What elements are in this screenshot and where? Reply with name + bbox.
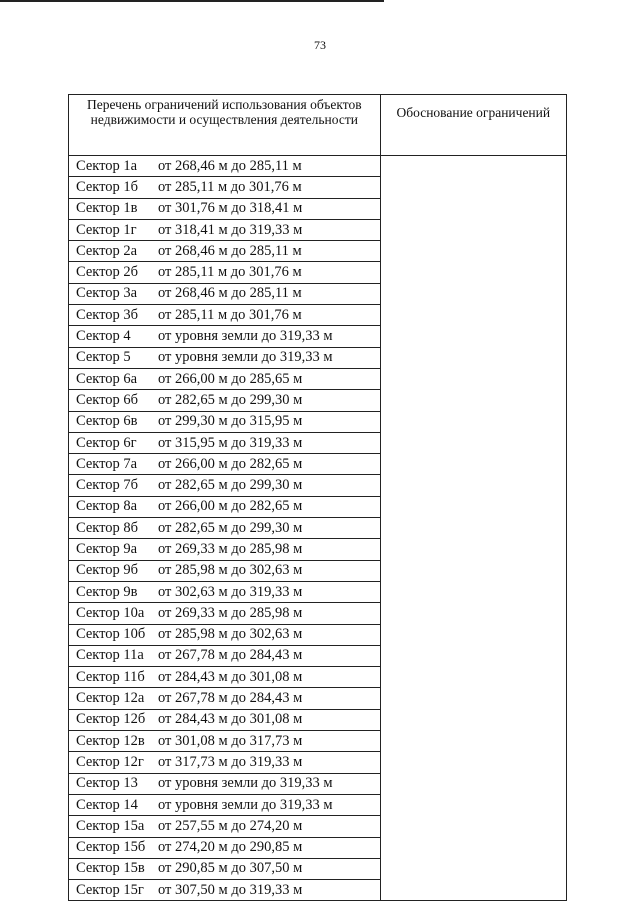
height-range: от 266,00 м до 285,65 м — [158, 370, 303, 387]
sector-name: Сектор 11а — [76, 647, 144, 664]
sector-cell — [69, 518, 381, 539]
sector-cell — [69, 688, 381, 709]
sector-cell — [69, 156, 381, 177]
sector-name: Сектор 8а — [76, 498, 138, 515]
height-range: от 284,43 м до 301,08 м — [158, 711, 303, 728]
sector-name: Сектор 6а — [76, 370, 138, 387]
sector-cell — [69, 858, 381, 879]
height-range: от уровня земли до 319,33 м — [158, 328, 333, 345]
sector-name: Сектор 13 — [76, 775, 138, 792]
sector-name: Сектор 9в — [76, 583, 138, 600]
sector-name: Сектор 1в — [76, 200, 138, 217]
height-range: от 301,08 м до 317,73 м — [158, 732, 303, 749]
sector-cell — [69, 305, 381, 326]
height-range: от 284,43 м до 301,08 м — [158, 668, 303, 685]
sector-cell — [69, 709, 381, 730]
header-restrictions-list: Перечень ограничений использования объектов недвижимости и осуществления деятельности — [69, 95, 381, 156]
sector-name: Сектор 8б — [76, 519, 139, 536]
sector-name: Сектор 5 — [76, 349, 131, 366]
sector-cell — [69, 177, 381, 198]
sector-cell — [69, 794, 381, 815]
height-range: от 307,50 м до 319,33 м — [158, 881, 303, 898]
restrictions-table — [68, 94, 567, 901]
height-range: от 301,76 м до 318,41 м — [158, 200, 303, 217]
height-range: от 268,46 м до 285,11 м — [158, 242, 302, 259]
sector-name: Сектор 12в — [76, 732, 145, 749]
header-justification: Обоснование ограничений — [380, 95, 566, 156]
sector-cell — [69, 539, 381, 560]
sector-cell — [69, 880, 381, 901]
sector-cell — [69, 347, 381, 368]
height-range: от 285,11 м до 301,76 м — [158, 178, 302, 195]
height-range: от 267,78 м до 284,43 м — [158, 690, 303, 707]
sector-cell — [69, 731, 381, 752]
sector-name: Сектор 15а — [76, 817, 145, 834]
sector-cell — [69, 773, 381, 794]
sector-cell — [69, 326, 381, 347]
sector-name: Сектор 6г — [76, 434, 137, 451]
sector-name: Сектор 9а — [76, 540, 138, 557]
sector-cell — [69, 283, 381, 304]
height-range: от уровня земли до 319,33 м — [158, 775, 333, 792]
sector-cell — [69, 645, 381, 666]
sector-name: Сектор 10а — [76, 604, 145, 621]
sector-cell — [69, 432, 381, 453]
sector-cell — [69, 752, 381, 773]
sector-name: Сектор 1б — [76, 178, 139, 195]
height-range: от 290,85 м до 307,50 м — [158, 860, 303, 877]
sector-name: Сектор 14 — [76, 796, 138, 813]
sector-cell — [69, 581, 381, 602]
height-range: от 266,00 м до 282,65 м — [158, 498, 303, 515]
height-range: от 282,65 м до 299,30 м — [158, 391, 303, 408]
sector-cell — [69, 624, 381, 645]
sector-name: Сектор 1г — [76, 221, 137, 238]
sector-cell — [69, 241, 381, 262]
sector-name: Сектор 12г — [76, 753, 144, 770]
height-range: от 285,98 м до 302,63 м — [158, 626, 303, 643]
table-header-row — [69, 95, 567, 156]
height-range: от уровня земли до 319,33 м — [158, 796, 333, 813]
height-range: от 285,98 м до 302,63 м — [158, 562, 303, 579]
sector-cell — [69, 411, 381, 432]
table-row — [69, 156, 567, 177]
sector-name: Сектор 11б — [76, 668, 145, 685]
sector-name: Сектор 12б — [76, 711, 146, 728]
height-range: от 285,11 м до 301,76 м — [158, 264, 302, 281]
height-range: от 267,78 м до 284,43 м — [158, 647, 303, 664]
top-rule — [0, 0, 384, 2]
justification-cell — [380, 156, 566, 901]
sector-name: Сектор 15в — [76, 860, 145, 877]
sector-cell — [69, 368, 381, 389]
height-range: от 257,55 м до 274,20 м — [158, 817, 303, 834]
sector-cell — [69, 454, 381, 475]
sector-name: Сектор 12а — [76, 690, 145, 707]
sector-cell — [69, 219, 381, 240]
height-range: от 269,33 м до 285,98 м — [158, 604, 303, 621]
height-range: от 299,30 м до 315,95 м — [158, 413, 303, 430]
sector-name: Сектор 2б — [76, 264, 139, 281]
sector-name: Сектор 9б — [76, 562, 139, 579]
sector-cell — [69, 603, 381, 624]
height-range: от 268,46 м до 285,11 м — [158, 285, 302, 302]
height-range: от 282,65 м до 299,30 м — [158, 477, 303, 494]
sector-name: Сектор 7а — [76, 455, 138, 472]
height-range: от 268,46 м до 285,11 м — [158, 157, 302, 174]
sector-cell — [69, 262, 381, 283]
sector-name: Сектор 2а — [76, 242, 138, 259]
sector-name: Сектор 15б — [76, 839, 146, 856]
sector-cell — [69, 560, 381, 581]
height-range: от 315,95 м до 319,33 м — [158, 434, 303, 451]
page-number: 73 — [314, 38, 326, 52]
height-range: от 274,20 м до 290,85 м — [158, 839, 303, 856]
height-range: от 318,41 м до 319,33 м — [158, 221, 303, 238]
height-range: от уровня земли до 319,33 м — [158, 349, 333, 366]
sector-name: Сектор 4 — [76, 328, 131, 345]
sector-cell — [69, 198, 381, 219]
height-range: от 282,65 м до 299,30 м — [158, 519, 303, 536]
sector-cell — [69, 837, 381, 858]
sector-cell — [69, 390, 381, 411]
sector-name: Сектор 6в — [76, 413, 138, 430]
height-range: от 269,33 м до 285,98 м — [158, 540, 303, 557]
sector-name: Сектор 3а — [76, 285, 138, 302]
sector-name: Сектор 6б — [76, 391, 139, 408]
sector-cell — [69, 816, 381, 837]
height-range: от 266,00 м до 282,65 м — [158, 455, 303, 472]
height-range: от 285,11 м до 301,76 м — [158, 306, 302, 323]
height-range: от 302,63 м до 319,33 м — [158, 583, 303, 600]
sector-cell — [69, 475, 381, 496]
sector-cell — [69, 496, 381, 517]
table-body — [69, 156, 567, 901]
sector-name: Сектор 1а — [76, 157, 138, 174]
sector-name: Сектор 10б — [76, 626, 146, 643]
sector-name: Сектор 3б — [76, 306, 139, 323]
sector-cell — [69, 667, 381, 688]
sector-name: Сектор 15г — [76, 881, 144, 898]
height-range: от 317,73 м до 319,33 м — [158, 753, 303, 770]
sector-name: Сектор 7б — [76, 477, 139, 494]
